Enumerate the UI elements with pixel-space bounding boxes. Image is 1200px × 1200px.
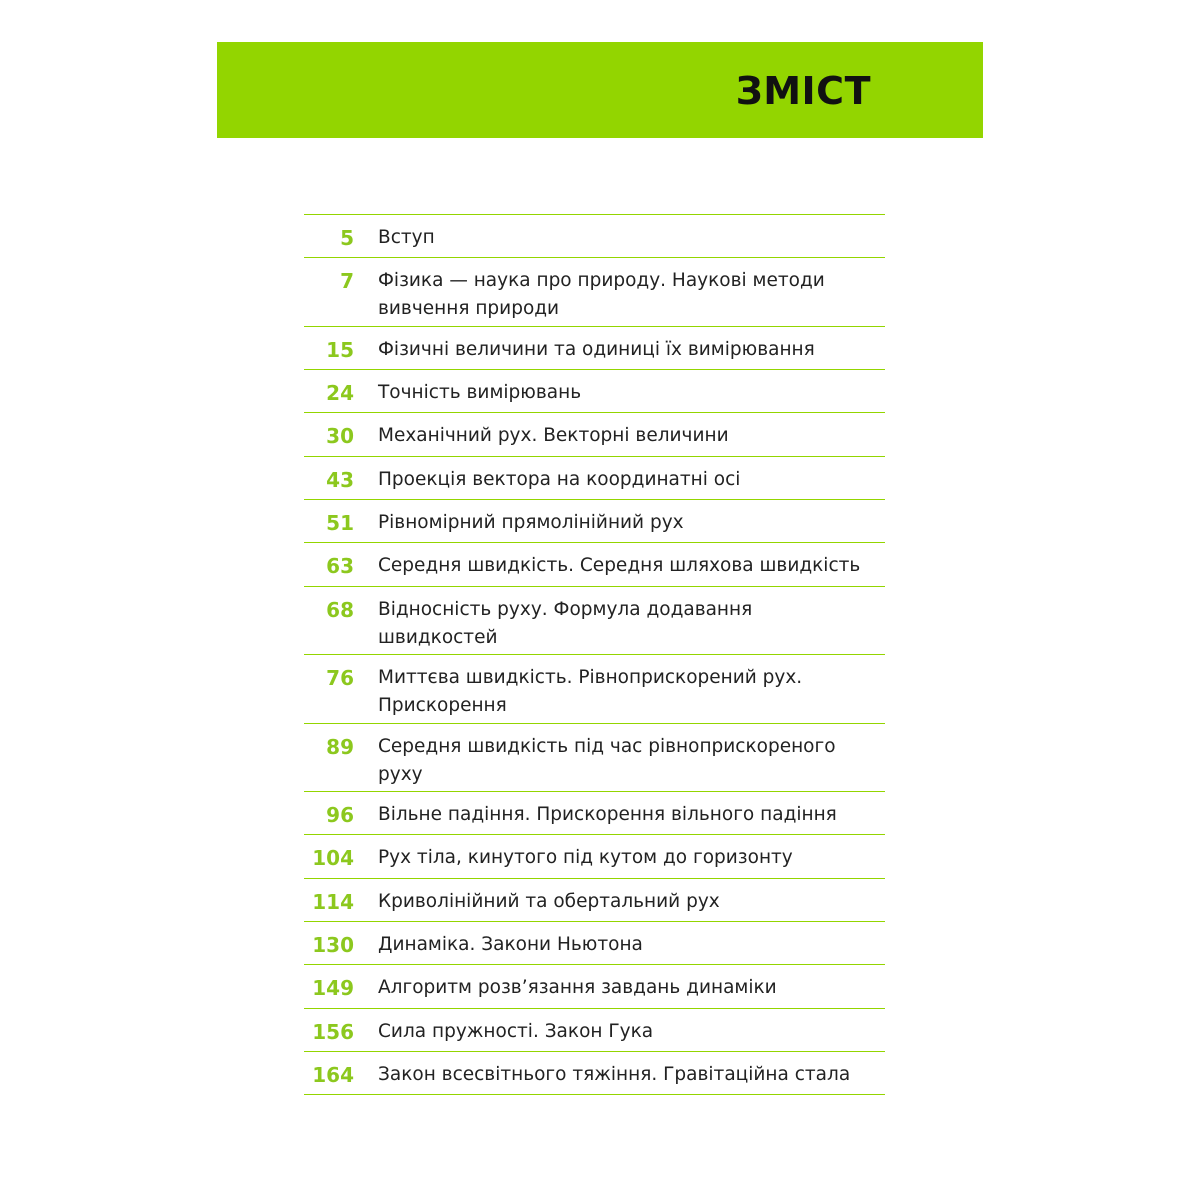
toc-entry[interactable] [304, 413, 885, 456]
toc-entry[interactable] [304, 370, 885, 413]
toc-page-number: 15 [326, 337, 354, 362]
toc-page-number: 7 [340, 269, 354, 294]
toc-page-number: 68 [326, 597, 354, 622]
toc-entry-title: Криволінійний та обертальний рух [378, 890, 720, 912]
toc-entry[interactable] [304, 965, 885, 1008]
toc-page-number: 89 [326, 734, 354, 759]
toc-entry[interactable] [304, 327, 885, 370]
header-band [217, 42, 983, 138]
toc-page-number: 51 [326, 510, 354, 535]
toc-entry-title: Вступ [378, 227, 435, 248]
toc-entry-title: Відносність руху. Формула додавання швидкостей [378, 598, 753, 648]
toc-page-number: 24 [326, 381, 354, 406]
table-of-contents [304, 214, 885, 1095]
toc-entry[interactable] [304, 587, 885, 656]
toc-entry-title: Проекція вектора на координатні осі [378, 468, 741, 490]
toc-entry[interactable] [304, 258, 885, 327]
toc-page-number: 30 [326, 424, 354, 449]
toc-entry-title: Закон всесвітнього тяжіння. Гравітаційна стала [378, 1063, 851, 1085]
toc-entry[interactable] [304, 792, 885, 835]
toc-entry[interactable] [304, 1052, 885, 1095]
page-title: ЗМІСТ [735, 69, 871, 113]
toc-entry[interactable] [304, 879, 885, 922]
toc-entry[interactable] [304, 1009, 885, 1052]
toc-entry[interactable] [304, 922, 885, 965]
toc-entry[interactable] [304, 215, 885, 258]
toc-entry-title: Середня швидкість. Середня шляхова швидкість [378, 555, 861, 577]
toc-entry-title: Вільне падіння. Прискорення вільного падіння [378, 804, 837, 826]
toc-page-number: 76 [326, 666, 354, 691]
toc-entry-title: Механічний рух. Векторні величини [378, 425, 729, 447]
toc-entry-title: Динаміка. Закони Ньютона [378, 933, 643, 955]
toc-entry[interactable] [304, 655, 885, 724]
toc-entry-title: Миттєва швидкість. Рівноприскорений рух. Прискорення [378, 667, 803, 717]
toc-entry-title: Фізичні величини та одиниці їх вимірювання [378, 338, 815, 360]
toc-entry-title: Середня швидкість під час рівноприскореного руху [378, 735, 836, 785]
toc-entry-title: Точність вимірювань [378, 382, 582, 404]
toc-page-number: 164 [312, 1062, 354, 1087]
toc-page-number: 96 [326, 803, 354, 828]
toc-entry-title: Алгоритм розв’язання завдань динаміки [378, 977, 777, 999]
toc-entry[interactable] [304, 457, 885, 500]
toc-page-number: 104 [312, 846, 354, 871]
toc-page-number: 149 [312, 976, 354, 1001]
toc-page-number: 43 [326, 467, 354, 492]
toc-page-number: 130 [312, 932, 354, 957]
toc-entry-title: Сила пружності. Закон Гука [378, 1020, 654, 1042]
toc-entry-title: Фізика — наука про природу. Наукові методи вивчення природи [378, 270, 825, 320]
toc-page-number: 114 [312, 889, 354, 914]
toc-page-number: 5 [340, 226, 354, 250]
toc-page-number: 63 [326, 554, 354, 579]
toc-entry[interactable] [304, 500, 885, 543]
toc-entry[interactable] [304, 835, 885, 878]
toc-entry[interactable] [304, 543, 885, 586]
toc-entry-title: Рух тіла, кинутого під кутом до горизонту [378, 847, 793, 869]
toc-entry-title: Рівномірний прямолінійний рух [378, 511, 684, 533]
toc-entry[interactable] [304, 724, 885, 793]
toc-page-number: 156 [312, 1019, 354, 1044]
